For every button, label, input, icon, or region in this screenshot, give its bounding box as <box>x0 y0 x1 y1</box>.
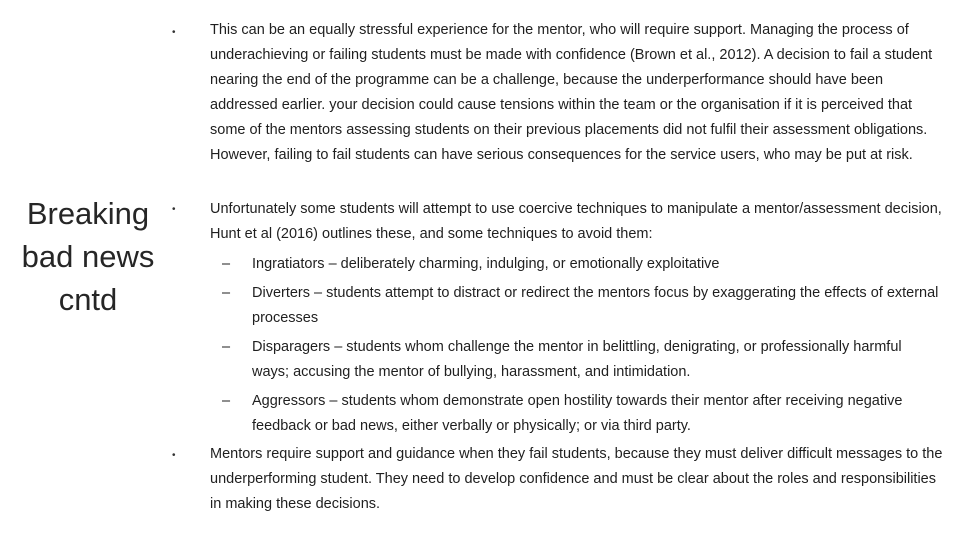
title-line-2: bad news <box>21 239 155 274</box>
bullet-icon: • <box>172 27 176 38</box>
dash-icon: – <box>222 285 231 301</box>
slide-title <box>8 192 168 321</box>
bullet-text: Mentors require support and guidance when they fail students, because they must deliver difficult messages to the underperforming student. They need to develop confidence and must be clear about the roles and responsibilities in making these decisions. <box>210 446 943 512</box>
sub-item: Ingratiators – deliberately charming, indulging, or emotionally exploitative <box>252 256 720 272</box>
bullet-icon: • <box>172 204 176 215</box>
dash-icon: – <box>222 339 231 355</box>
bullet-icon: • <box>172 450 176 461</box>
sub-item: Aggressors – students whom demonstrate open hostility towards their mentor after receiving negative feedback or bad news, either verbally or physically; or via third party. <box>252 393 903 434</box>
sub-item: Disparagers – students whom challenge the mentor in belittling, denigrating, or professionally harmful ways; accusing the mentor of bullying, harassment, and intimidation. <box>252 339 902 380</box>
title-line-1: Breaking <box>26 196 150 231</box>
sub-item: Diverters – students attempt to distract or redirect the mentors focus by exaggerating the effects of external processes <box>252 285 939 326</box>
dash-icon: – <box>222 393 231 409</box>
bullet-text: This can be an equally stressful experience for the mentor, who will require support. Managing the process of underachieving or failing students must be made with confidence (Brown et al., 2012). A decision to fail a student nearing the end of the programme can be a challenge, because the underperformance should have been addressed earlier. your decision could cause tensions within the team or the organisation if it is perceived that some of the mentors assessing students on their previous placements did not fulfil their assessment obligations. However, failing to fail students can have serious consequences for the service users, who may be put at risk. <box>210 22 933 163</box>
dash-icon: – <box>222 256 231 272</box>
bullet-text: Unfortunately some students will attempt to use coercive techniques to manipulate a mentor/assessment decision, Hunt et al (2016) outlines these, and some techniques to avoid them: <box>210 201 942 242</box>
title-line-3: cntd <box>58 282 118 317</box>
